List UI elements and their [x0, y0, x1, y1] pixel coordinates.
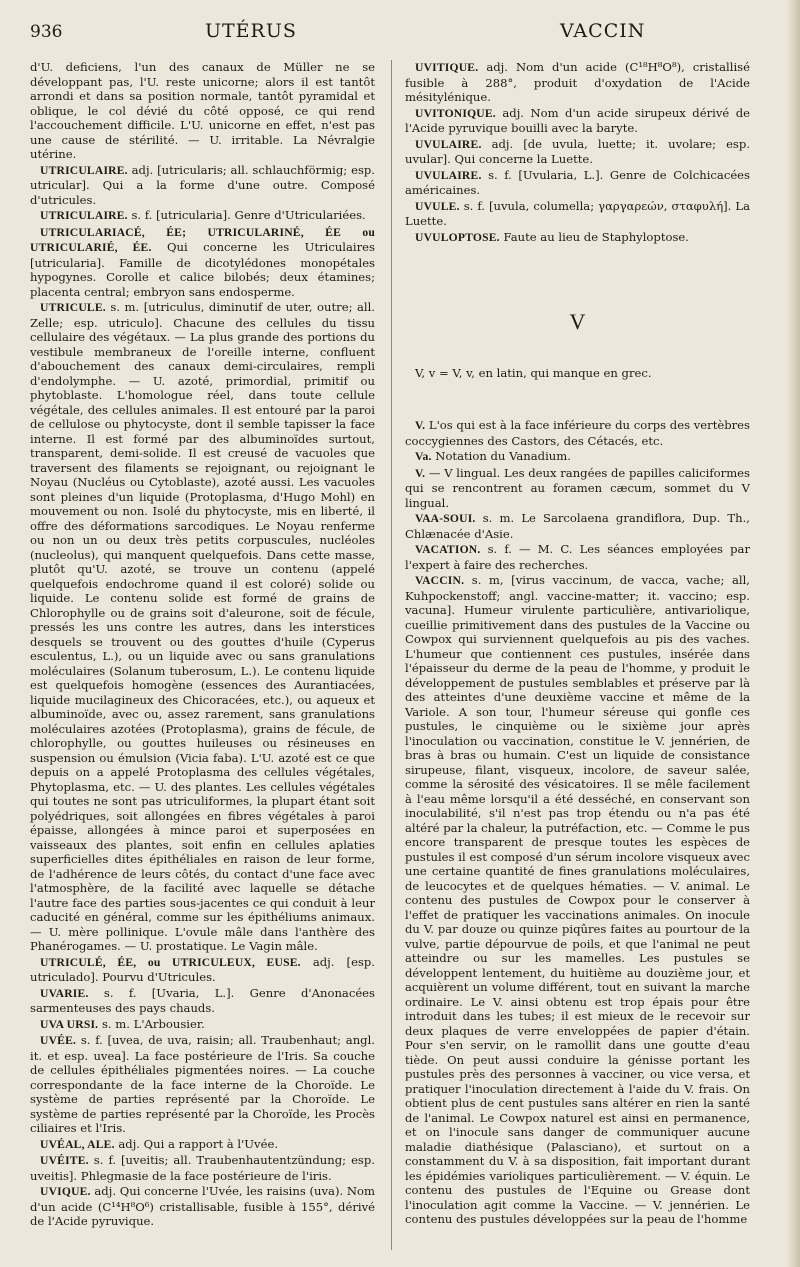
headword: UVÉAL, ALE. [40, 1137, 115, 1151]
entry: UVÉITE. s. f. [uveitis; all. Traubenhautentzündung; esp. uveitis]. Phlegmasie de la face postérieure de l'iris. [30, 1153, 375, 1183]
entry: UVULE. s. f. [uvula, columella; γαργαρεών, σταφυλή]. La Luette. [405, 198, 750, 228]
entry: V. L'os qui est à la face inférieure du corps des vertèbres coccygiennes des Castors, des Cétacés, etc. [405, 418, 750, 448]
headword: UVULOPTOSE. [415, 230, 500, 244]
headword: UVÉE. [40, 1034, 77, 1047]
page-number: 936 [30, 22, 63, 42]
entry: UTRICULÉ, ÉE, ou UTRICULEUX, EUSE. adj. [esp. utriculado]. Pourvu d'Utricules. [30, 954, 375, 984]
page-header [30, 20, 770, 50]
headword: VACATION. [415, 543, 481, 556]
entry: UTRICULAIRE. adj. [utricularis; all. schlauchförmig; esp. utricular]. Qui a la forme d'une outre. Composé d'utricules. [30, 162, 375, 207]
headword: UVULE. [415, 199, 460, 213]
entry: UTRICULE. s. m. [utriculus, diminutif de uter, outre; all. Zelle; esp. utriculo]. Chacune des cellules du tissu cellulaire des végétaux. — La plus grande des portions du vestibule membraneux de l'oreille interne, confluent d'abouchement des canaux demi-circulaires, rempli d'endolymphe. — U. azoté, primordial, primitif ou phytoblaste. L'homologue réel, dans toute cellule végétale, des cellules animales. Il est entouré par la paroi de cellulose ou phytocyste, dont il semble tapisser la face interne. Il est formé par des albuminoïdes surtout, transparent, demi-solide. Il est creusé de vacuoles que traversent des filaments se rejoignant, ou rejoignant le Noyau (Nucléus ou Cytoblaste), azoté aussi. Les vacuoles sont pleines d'un liquide (Protoplasma, d'Hugo Mohl) en mouvement ou non. Isolé du phytocyste, mis en liberté, il offre des déformations sarcodiques. Le Noyau renferme ou non un ou deux très petits corpuscules, nucléoles (nucleolus), qui manquent quelquefois. Dans cette masse, plutôt qu'U. azoté, se trouve un contenu (appelé quelquefois endochrome quand il est coloré) solide ou liquide. Le contenu solide est formé de grains de Chlorophylle ou de grains soit d'aleurone, soit de fécule, pressés les uns contre les autres, dans les interstices desquels se trouvent ou des gouttes d'huile (Cyperus esculentus, L.), ou un liquide avec ou sans granulations moléculaires (Solanum tuberosum, L.). Le contenu liquide est quelquefois homogène (essences des Aurantiacées, liquide mucilagineux des Chicoracées, etc.), ou aqueux et albuminoïde, avec ou, assez rarement, sans granulations moléculaires azotées (Protoplasma), grains de fécule, de chlorophylle, ou gouttes huileuses ou résineuses en suspension ou émulsion (Vicia faba). L'U. azoté est ce que depuis on a appelé Protoplasma des cellules végétales, Phytoplasma, etc. — U. des plantes. Les cellules végétales qui toutes ne sont pas utriculiformes, la plupart étant soit polyédriques, soit allongées en fibres végétales à paroi épaisse, allongées à mince paroi et superposées en vaisseaux des plantes, soit enfin en cellules aplaties superficielles dites épithéliales en raison de leur forme, de l'adhérence de leurs côtés, du contact d'une face avec l'atmosphère, de la facilité avec laquelle se détache l'autre face des parties sous-jacentes ce qui conduit à leur caducité en général, comme sur les épithéliums animaux. — U. mère pollinique. L'ovule mâle dans l'anthère des Phanérogames. — U. prostatique. Le Vagin mâle. [30, 300, 375, 953]
section-letter: V [569, 309, 586, 334]
entry: Va. Notation du Vanadium. [415, 449, 571, 463]
entry: UVÉE. s. f. [uvea, de uva, raisin; all. Traubenhaut; angl. it. et esp. uvea]. La face postérieure de l'Iris. Sa couche de cellules épithéliales pigmentées noires. — La couche correspondante de la face interne de la Choroïde. Le système de parties représenté par la Choroïde. Le système de parties représenté par la Choroïde, les Procès ciliaires et l'Iris. [30, 1033, 375, 1135]
entry: UVULAIRE. adj. [de uvula, luette; it. uvolare; esp. uvular]. Qui concerne la Luette. [405, 136, 750, 166]
headword: Va. [415, 450, 432, 463]
entry: VAA-SOUI. s. m. Le Sarcolaena grandiflora, Dup. Th., Chlænacée d'Asie. [405, 511, 750, 541]
headword: V. [415, 419, 426, 432]
headword: UVIQUE. [40, 1185, 91, 1198]
entry: UVÉAL, ALE. adj. Qui a rapport à l'Uvée. [40, 1136, 279, 1151]
entry: d'U. deficiens, l'un des canaux de Müller ne se développant pas, l'U. reste unicorne; alors il est tantôt arrondi et dans sa position normale, tantôt pyramidal et oblique, le col dévié du côté opposé, ce qui rend l'accouchement difficile. L'U. unicorne en effet, n'est pas une cause de stérilité. — U. irritable. La Névralgie utérine. [30, 60, 375, 161]
running-head-left: UTÉRUS [205, 20, 297, 42]
running-head-right: VACCIN [560, 20, 646, 42]
headword: VACCIN. [415, 574, 465, 587]
headword: UVITIQUE. [415, 61, 479, 74]
entry: UVARIE. s. f. [Uvaria, L.]. Genre d'Anonacées sarmenteuses des pays chauds. [30, 985, 375, 1015]
entry: VACATION. s. f. — M. C. Les séances employées par l'expert à faire des recherches. [405, 542, 750, 572]
entry: UVITONIQUE. adj. Nom d'un acide sirupeux dérivé de l'Acide pyruvique bouilli avec la baryte. [405, 105, 750, 135]
entry: VACCIN. s. m, [virus vaccinum, de vacca, vache; all, Kuhpockenstoff; angl. vaccine-matter; it. vaccino; esp. vacuna]. Humeur virulente particulière, antivariolique, cueillie primitivement dans des pustules de la Vaccine ou Cowpox qui surviennent quelquefois au pis des vaches. L'humeur que contiennent ces pustules, insérée dans l'épaisseur du derme de la peau de l'homme, y produit le développement de pustules semblables et préserve par là des atteintes d'une deuxième vaccine et même de la Variole. A son tour, l'humeur séreuse qui gonfle ces pustules, le cinquième ou le sixième jour après l'inoculation ou vaccination, constitue le V. jennérien, de bras à bras ou humain. C'est un liquide de consistance sirupeuse, filant, visqueux, incolore, de saveur salée, comme la sérosité des vésicatoires. Il se mêle facilement à l'eau même lorsqu'il a été desséché, en conservant son inoculabilité, s'il n'est pas trop étendu ou n'a pas été altéré par la chaleur, la putréfaction, etc. — Comme le pus encore transparent de presque toutes les espèces de pustules il est composé d'un sérum incolore visqueux avec une certaine quantité de fines granulations moléculaires, de leucocytes et de quelques hématies. — V. animal. Le contenu des pustules de Cowpox pour le conserver à l'effet de pratiquer les vaccinations animales. On inocule du V. par douze ou quinze piqûres faites au pourtour de la vulve, partie dépourvue de poils, et que l'animal ne peut atteindre ou sur les mamelles. Les pustules se développent lentement, du huitième au douzième jour, et acquièrent un volume différent, tout en suivant la marche ordinaire. Le V. ainsi obtenu est trop épais pour être introduit dans les tubes; il est mieux de le recevoir sur deux plaques de verre enveloppées de papier d'étain. Pour s'en servir, on le ramollit dans une goutte d'eau tiède. On peut aussi conduire la génisse portant les pustules près des personnes à vacciner, ou vice versa, et pratiquer l'inoculation directement à l'aide du V. frais. On obtient plus de cent pustules sans altérer en rien la santé de l'animal. Le Cowpox naturel est ainsi en permanence, et on l'inocule sans danger de communiquer aucune maladie diathésique (Palasciano), et surtout on a constamment du V. à sa disposition, fait important durant les épidémies varioliques particulièrement. — V. équin. Le contenu des pustules de l'Equine ou Grease dont l'inoculation agit comme la Vaccine. — V. jennérien. Le contenu des pustules développées sur la peau de l'homme [405, 573, 750, 1226]
headword: UTRICULÉ, ÉE, ou UTRICULEUX, EUSE. [40, 955, 301, 969]
entry: UVIQUE. adj. Qui concerne l'Uvée, les raisins (uva). Nom d'un acide (C¹⁴H⁸O⁶) cristallisable, fusible à 155°, dérivé de l'Acide pyruvique. [30, 1184, 375, 1228]
section-intro: V, v = V, v, en latin, qui manque en grec. [415, 365, 652, 380]
entry: UVA URSI. s. m. L'Arbousier. [40, 1016, 205, 1031]
headword: UVÉITE. [40, 1154, 89, 1167]
headword: UVARIE. [40, 986, 89, 1000]
headword: V. [415, 466, 426, 480]
headword: UVULAIRE. [415, 168, 482, 182]
entry: UVULAIRE. s. f. [Uvularia, L.]. Genre de Colchicacées américaines. [405, 167, 750, 197]
headword: UTRICULAIRE. [40, 163, 128, 177]
headword: UTRICULARIACÉ, ÉE; UTRICULARINÉ, ÉE ou UTRICULARIÉ, ÉE. [30, 225, 375, 254]
headword: UTRICULE. [40, 301, 106, 314]
entry: UVITIQUE. adj. Nom d'un acide (C¹⁸H⁸O⁸), cristallisé fusible à 288°, produit d'oxydation de l'Acide mésitylénique. [405, 60, 750, 104]
entry: UTRICULAIRE. s. f. [utricularia]. Genre d'Utriculariées. [40, 208, 366, 222]
headword: UVITONIQUE. [415, 106, 496, 120]
right-column [405, 60, 750, 1255]
headword: UVULAIRE. [415, 137, 482, 151]
headword: UVA URSI. [40, 1017, 99, 1031]
headword: VAA-SOUI. [415, 512, 476, 525]
left-column [30, 60, 375, 1255]
entry: V. — V lingual. Les deux rangées de papilles caliciformes qui se rencontrent au foramen cæcum, sommet du V lingual. [405, 465, 750, 510]
page-edge [786, 0, 800, 1267]
column-rule [391, 60, 392, 1250]
headword: UTRICULAIRE. [40, 209, 128, 222]
entry: UTRICULARIACÉ, ÉE; UTRICULARINÉ, ÉE ou UTRICULARIÉ, ÉE. Qui concerne les Utriculaires [utricularia]. Famille de dicotylédones monopétales hypogynes. Corolle et calice bilobés; deux étamines; placenta central; embryon sans endosperme. [30, 225, 375, 299]
entry: UVULOPTOSE. Faute au lieu de Staphyloptose. [415, 229, 689, 244]
